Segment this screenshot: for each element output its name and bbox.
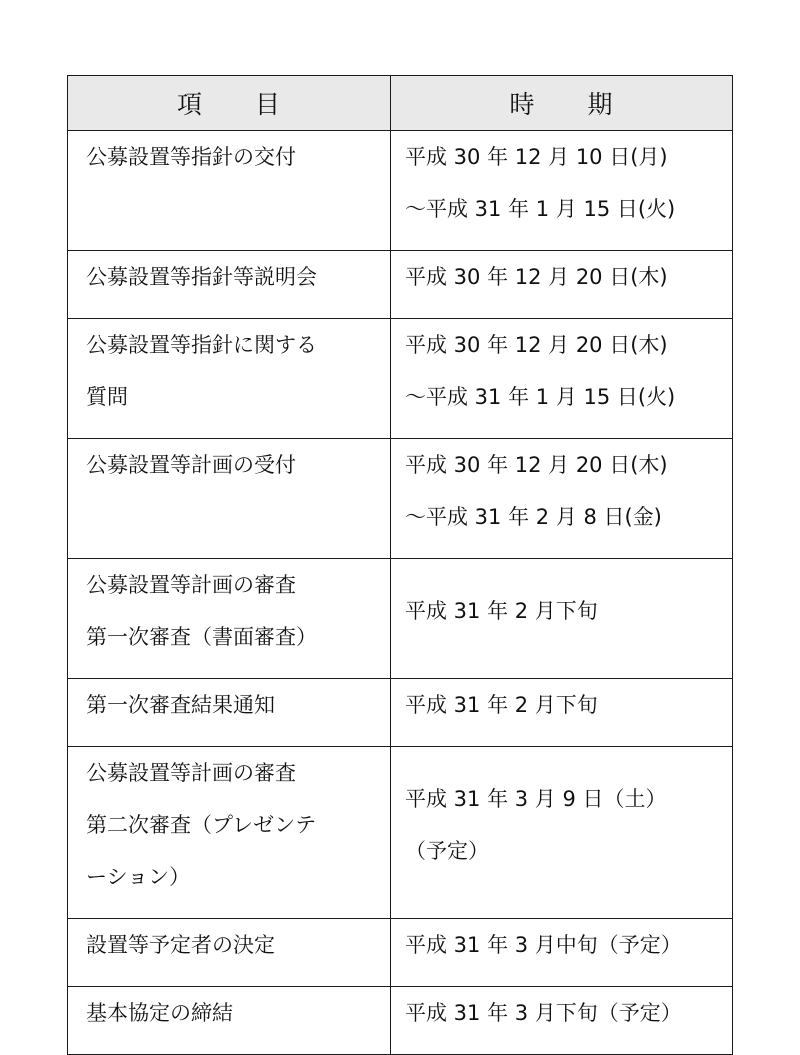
- period-cell: [391, 559, 733, 679]
- item-line: ーション）: [86, 865, 191, 889]
- table-row: [68, 679, 733, 747]
- period-line: 平成 31 年 2 月下旬: [405, 599, 598, 623]
- item-line: 公募設置等計画の審査: [86, 761, 296, 785]
- period-line: 平成 31 年 2 月下旬: [405, 693, 598, 717]
- period-cell: [391, 919, 733, 987]
- period-line: ～平成 31 年 1 月 15 日(火): [405, 197, 676, 221]
- item-line: 公募設置等計画の受付: [86, 453, 296, 477]
- table-row: [68, 251, 733, 319]
- item-cell: [68, 919, 391, 987]
- period-line: 平成 31 年 3 月中旬（予定）: [405, 933, 682, 957]
- item-line: 公募設置等指針の交付: [86, 145, 296, 169]
- period-line: ～平成 31 年 2 月 8 日(金): [405, 505, 662, 529]
- table-row: [68, 919, 733, 987]
- period-line: 平成 30 年 12 月 20 日(木): [405, 333, 668, 357]
- period-cell: [391, 987, 733, 1055]
- schedule-table: [67, 75, 733, 1055]
- period-line: （予定）: [405, 839, 489, 863]
- table-row: [68, 559, 733, 679]
- table-row: [68, 439, 733, 559]
- table-header-row: [68, 76, 733, 131]
- item-line: 第一次審査（書面審査）: [86, 625, 317, 649]
- item-cell: [68, 747, 391, 919]
- header-period: 時 期: [391, 76, 733, 131]
- period-cell: [391, 747, 733, 919]
- item-line: 公募設置等指針等説明会: [86, 265, 317, 289]
- period-line: 平成 31 年 3 月下旬（予定）: [405, 1001, 682, 1025]
- period-line: 平成 30 年 12 月 20 日(木): [405, 265, 668, 289]
- item-line: 質問: [86, 385, 128, 409]
- item-cell: [68, 679, 391, 747]
- item-line: 基本協定の締結: [86, 1001, 233, 1025]
- item-line: 設置等予定者の決定: [86, 933, 275, 957]
- period-cell: [391, 679, 733, 747]
- item-line: 第一次審査結果通知: [86, 693, 275, 717]
- item-cell: [68, 319, 391, 439]
- table-row: [68, 319, 733, 439]
- item-cell: [68, 559, 391, 679]
- period-cell: [391, 319, 733, 439]
- period-cell: [391, 251, 733, 319]
- item-cell: [68, 131, 391, 251]
- table-row: [68, 131, 733, 251]
- item-cell: [68, 439, 391, 559]
- item-cell: [68, 251, 391, 319]
- table-row: [68, 747, 733, 919]
- item-line: 公募設置等計画の審査: [86, 573, 296, 597]
- header-item: 項 目: [68, 76, 391, 131]
- period-cell: [391, 439, 733, 559]
- item-line: 公募設置等指針に関する: [86, 333, 317, 357]
- period-line: 平成 31 年 3 月 9 日（土）: [405, 787, 667, 811]
- period-cell: [391, 131, 733, 251]
- period-line: 平成 30 年 12 月 20 日(木): [405, 453, 668, 477]
- period-line: 平成 30 年 12 月 10 日(月): [405, 145, 668, 169]
- item-cell: [68, 987, 391, 1055]
- item-line: 第二次審査（プレゼンテ: [86, 813, 317, 837]
- period-line: ～平成 31 年 1 月 15 日(火): [405, 385, 676, 409]
- table-row: [68, 987, 733, 1055]
